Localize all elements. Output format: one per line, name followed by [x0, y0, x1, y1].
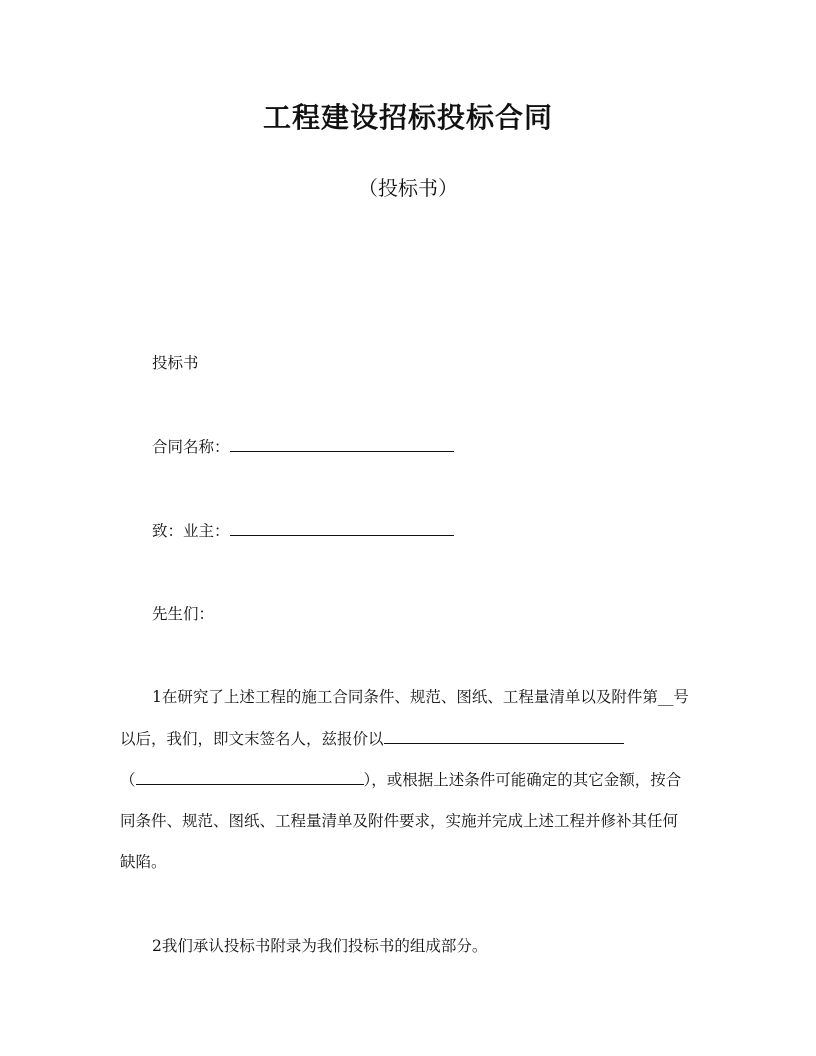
- para1-line5: 缺陷。: [120, 853, 167, 871]
- contract-name-row: [152, 436, 454, 458]
- document-subtitle: （投标书）: [358, 176, 458, 200]
- contract-name-blank[interactable]: [230, 436, 454, 452]
- para1-line3: [120, 769, 681, 791]
- owner-label: 致：业主：: [152, 522, 230, 540]
- owner-row: [152, 520, 454, 542]
- owner-blank[interactable]: [230, 520, 454, 536]
- section-heading: 投标书: [152, 354, 199, 372]
- salutation: 先生们：: [152, 605, 215, 623]
- para1-line2-text: 以后，我们，即文末签名人，兹报价以: [120, 730, 384, 748]
- para1-line2: [120, 728, 624, 750]
- para1-line1: 1在研究了上述工程的施工合同条件、规范、图纸、工程量清单以及附件第__号: [152, 688, 689, 706]
- document-title: 工程建设招标投标合同: [262, 101, 553, 134]
- amount-words-blank[interactable]: [136, 769, 364, 785]
- contract-name-label: 合同名称：: [152, 438, 230, 456]
- bid-amount-blank[interactable]: [384, 728, 624, 744]
- para2: 2我们承认投标书附录为我们投标书的组成部分。: [152, 937, 488, 955]
- paren-open: （: [120, 771, 136, 789]
- para1-line3-text: ），或根据上述条件可能确定的其它金额，按合: [363, 771, 682, 789]
- para1-line4: 同条件、规范、图纸、工程量清单及附件要求，实施并完成上述工程并修补其任何: [120, 812, 679, 830]
